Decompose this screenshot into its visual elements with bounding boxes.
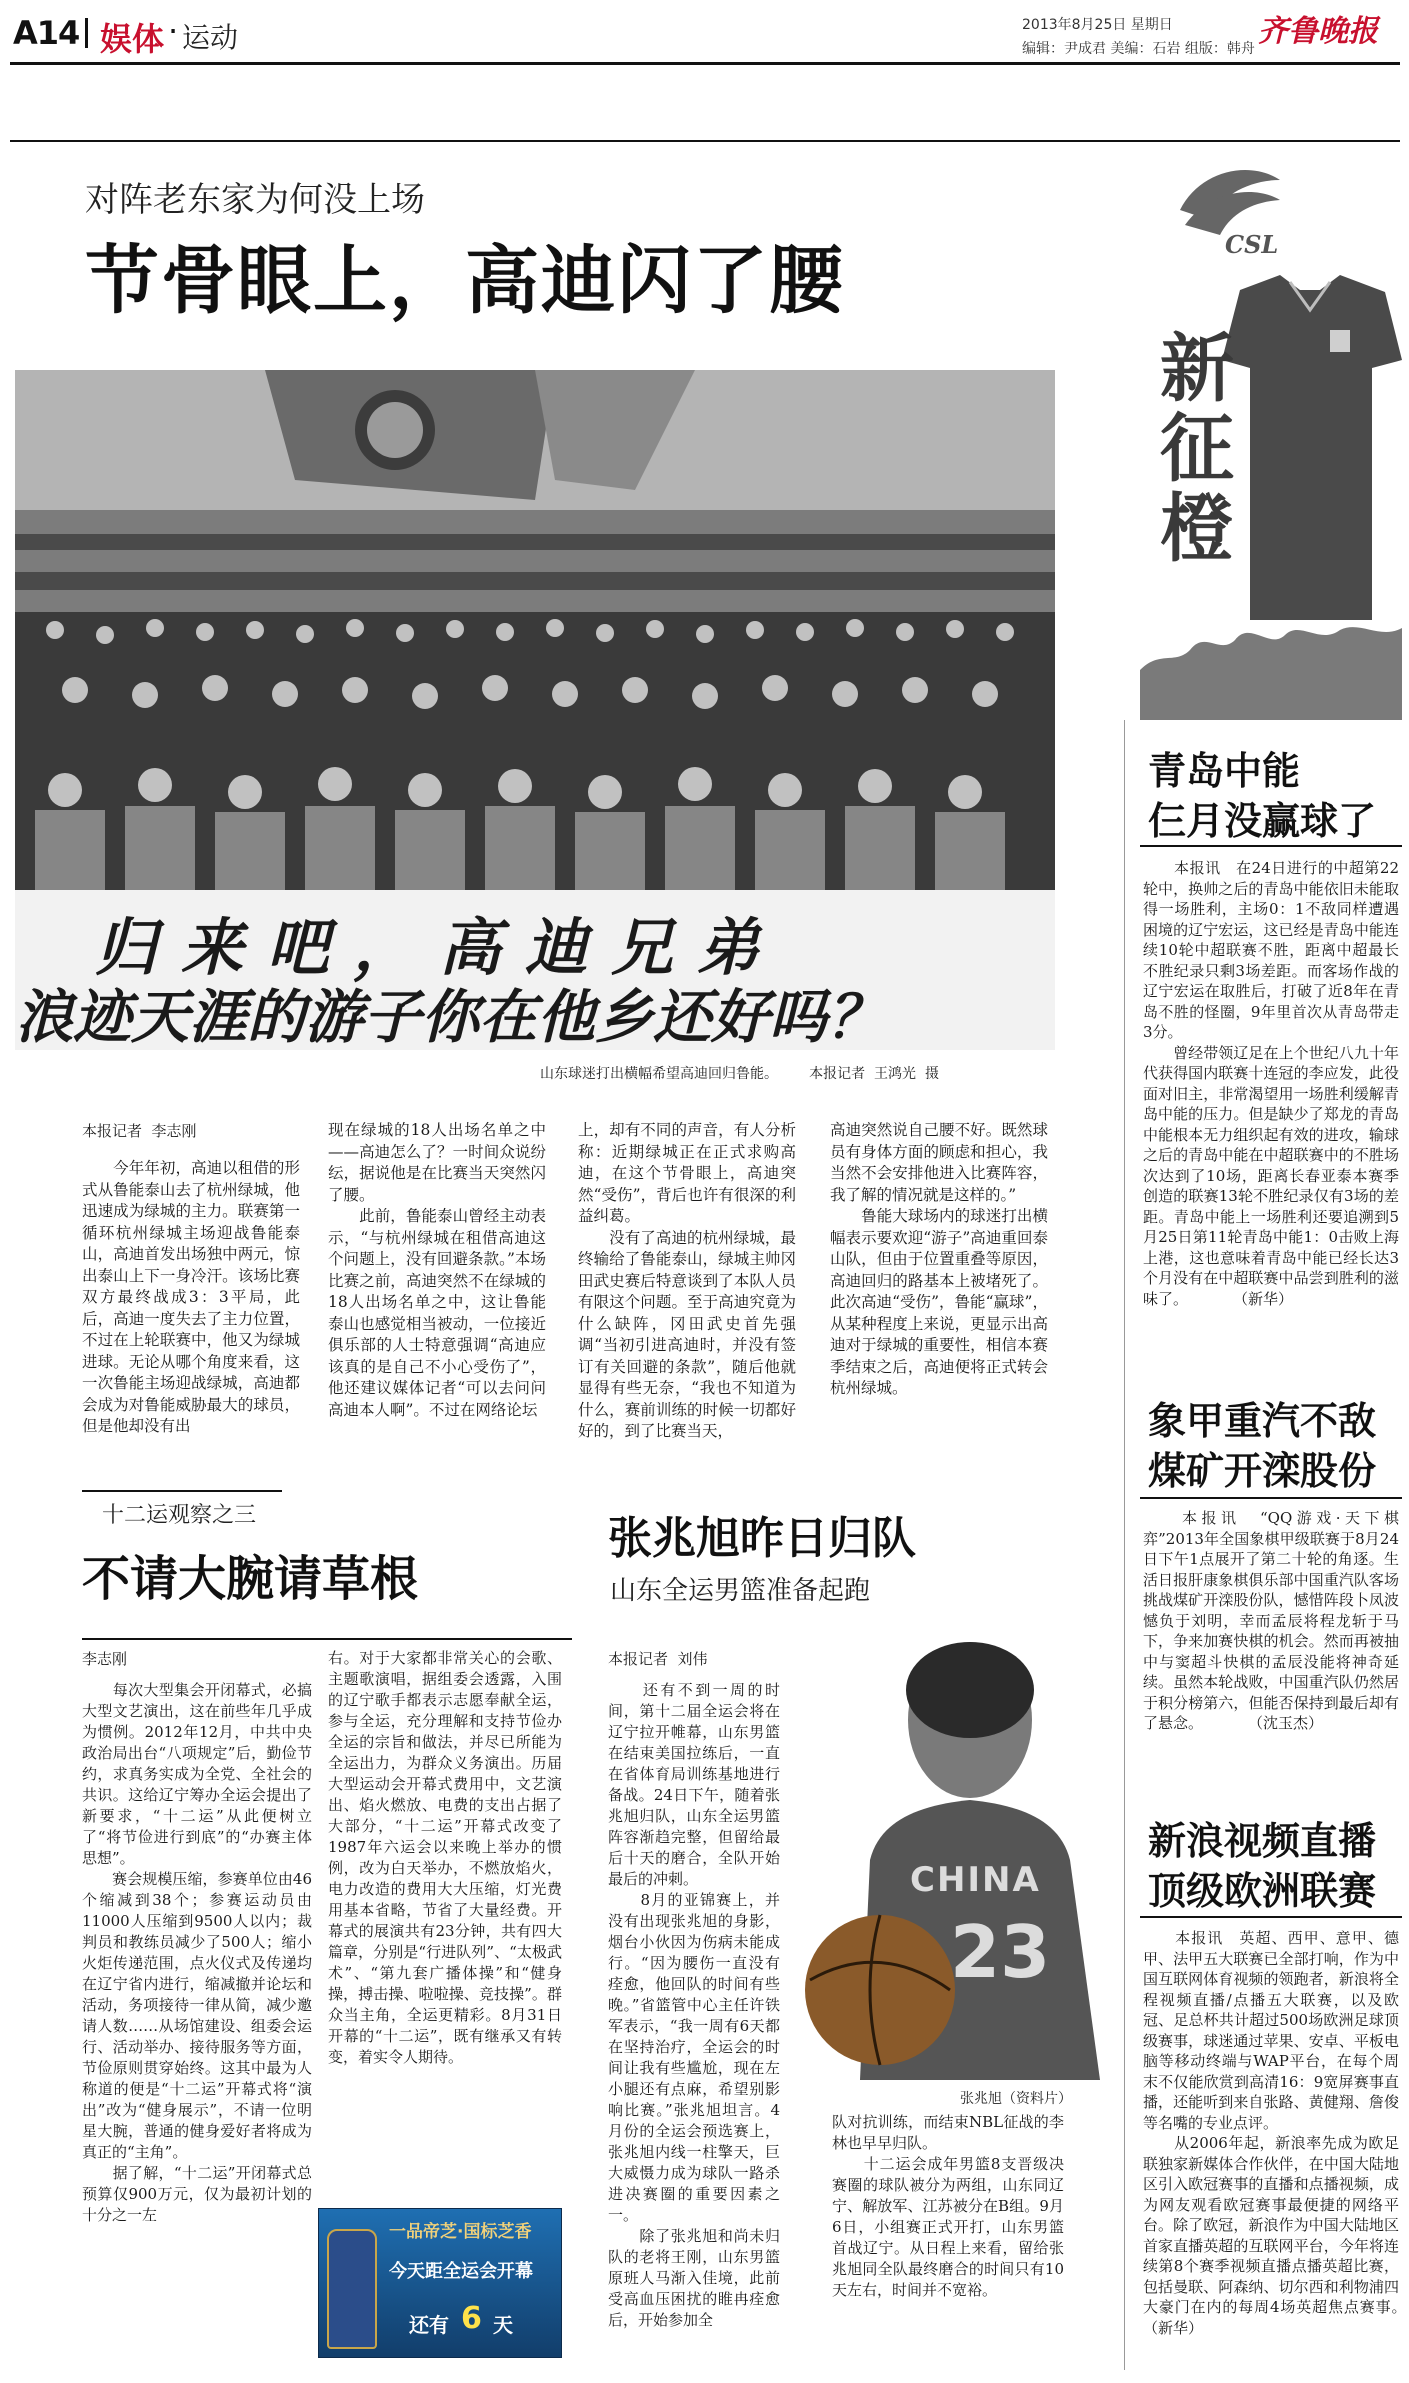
main-column-3: 上，却有不同的声音，有人分析称：近期绿城正在正式求购高迪，在这个节骨眼上，高迪突然“受伤”，背后也许有很深的利益纠葛。 没有了高迪的杭州绿城，最终输给了鲁能泰山，绿城主帅冈田武史赛后特意谈到了本队人员有限这个问题。至于高迪究竟为什么缺阵，冈田武史首先强调“当初引进高迪时，并没有签订有关回避的条款”，随后他就显得有些无奈，“我也不知道为什么，赛前训练的时候一切都好好的，到了比赛当天， <box>578 1121 796 1440</box>
shiyun-column-2: 右。对于大家都非常关心的会歌、主题歌演唱，据组委会透露，入围的辽宁歌手都表示志愿奉献全运，参与全运，充分理解和支持节俭办全运的宗旨和做法，并尽已所能为全运出力，为群众义务演出。历届大型运动会开幕式费用中，文艺演出、焰火燃放、电费的支出占据了大部分，“十二运”开幕式改变了1987年六运会以来晚上举办的惯例，改为白天举办，不燃放焰火，电力改造的费用大大压缩，灯光费用基本省略，节省了大量经费。开幕式的展演共有23分钟，共有四大篇章，分别是“行进队列”、“太极武术”、“第九套广播体操”和“健身操，搏击操、啦啦操、竞技操”。群众当主角，全运更精彩。8月31日开幕的“十二运”，既有继承又有转变，着实令人期待。 <box>328 1649 562 2066</box>
main-kicker: 对阵老东家为何没上场 <box>85 180 425 220</box>
jersey-text: CHINA <box>910 1860 1041 1900</box>
shiyun-column-1: 每次大型集会开闭幕式，必搞大型文艺演出，这在前些年几乎成为惯例。2012年12月，中共中央政治局出台“八项规定”后，勤俭节约，求真务实成为全党、全社会的共识。这给辽宁筹办全运会提出了新要求，“十二运”从此便树立了“将节俭进行到底”的“办赛主体思想”。 赛会规模压缩，参赛单位由46个缩减到38个；参赛运动员由11000人压缩到9500人以内；裁判员和教练员减少了500人；缩小火炬传递范围，点火仪式及传递均在辽宁省内进行，缩减撤并论坛和活动，务项接待一律从简，减少邀请人数……从场馆建设、组委会运行、活动举办、接待服务等方面，节俭原则贯穿始终。这其中最为人称道的便是“十二运”开幕式将“演出”改为“健身展示”，不请一位明星大腕，普通的健身爱好者将成为真正的“主角”。 据了解，“十二运”开闭幕式总预算仅900万元，仅为最初计划的十分之一左 <box>82 1681 312 2224</box>
ad-suffix: 天 <box>493 2313 513 2337</box>
zhang-byline: 本报记者 刘伟 <box>608 1650 708 1668</box>
qingdao-body: 本报讯 在24日进行的中超第22轮中，换帅之后的青岛中能依旧未能取得一场胜利，主场0：1不敌同样遭遇困境的辽宁宏运，这已经是青岛中能连续10轮中超联赛不胜，距离中超最长不胜纪录只剩3场差距。而客场作战的辽宁宏运在取胜后，打破了近8年在青岛不胜的怪圈，9年里首次从青岛带走3分。 曾经带领辽足在上个世纪八九十年代获得国内联赛十连冠的李应发，此役面对旧主，非常渴望用一场胜利缓解青岛中能的压力。但是缺少了郑龙的青岛中能根本无力组织起有效的进攻，输球之后的青岛中能在中超联赛中的不胜场次达到了10场，距离长春亚泰本赛季创造的联赛13轮不胜纪录仅有3场的差距。青岛中能上一场胜利还要追溯到5月25日第11轮青岛中能1：0击败上海上港，这也意味着青岛中能已经长达3个月没有在中超联赛中品尝到胜利的滋味了。 （新华） <box>1143 859 1399 1308</box>
main-column-4: 高迪突然说自己腰不好。既然球员有身体方面的顾虑和担心，我当然不会安排他进入比赛阵容，我了解的情况就是这样的。” 鲁能大球场内的球迷打出横幅表示要欢迎“游子”高迪重回泰山队，但由于位置重叠等原因，高迪回归的路基本上被堵死了。此次高迪“受伤”，鲁能“赢球”，从某种程度上来说，更显示出高迪对于绿城的重要性，相信本赛季结束之后，高迪便将正式转会杭州绿城。 <box>830 1121 1048 1397</box>
csl-title-char-3: 橙 <box>1160 486 1234 572</box>
subsection-name: 运动 <box>182 21 239 54</box>
column-divider <box>1124 720 1125 2370</box>
staff-line: 编辑：尹成君 美编：石岩 组版：韩舟 <box>1022 41 1255 57</box>
jersey-shape <box>1222 275 1402 620</box>
ad-days: 6 <box>461 2301 482 2336</box>
csl-title-char-2: 征 <box>1160 406 1234 492</box>
shiyun-headline: 不请大腕请草根 <box>82 1551 419 1607</box>
shiyun-rule <box>82 1638 572 1640</box>
jersey-number: 23 <box>950 1910 1051 1994</box>
masthead-rule <box>10 62 1400 65</box>
banner-line-1: 归来吧，高迪兄弟 <box>95 911 784 984</box>
countdown-ad <box>318 2208 562 2358</box>
sina-headline-1: 新浪视频直播 <box>1148 1819 1377 1863</box>
zhang-column-1: 还有不到一周的时间，第十二届全运会将在辽宁拉开帷幕，山东男篮在结束美国拉练后，一直在省体育局训练基地进行备战。24日下午，随着张兆旭归队，山东全运男篮阵容渐趋完整，但留给最后十天的磨合，全队开始最后的冲刺。 8月的亚锦赛上，并没有出现张兆旭的身影，烟台小伙因为伤病未能成行。“因为腰伤一直没有痊愈，他回队的时间有些晚。”省篮管中心主任许铁军表示，“我一周有6天都在坚持治疗，全运会的时间让我有些尴尬，现在左小腿还有点麻，希望别影响比赛。”张兆旭坦言。4月份的全运会预选赛上，张兆旭内线一柱擎天，巨大威慑力成为球队一路杀进决赛圈的重要因素之一。 除了张兆旭和尚未归队的老将王刚，山东男篮原班人马渐入佳境，此前受高血压困扰的睢冉痊愈后，开始参加全 <box>608 1681 780 2329</box>
date-line: 2013年8月25日 星期日 <box>1022 17 1173 33</box>
qingdao-rule <box>1140 845 1402 847</box>
xiangjia-rule <box>1140 1497 1402 1499</box>
player-caption: 张兆旭（资料片） <box>960 2091 1072 2107</box>
section-dot: · <box>168 12 179 50</box>
ad-line-1: 一品帝芝·国标芝香 <box>389 2222 532 2242</box>
main-headline: 节骨眼上，高迪闪了腰 <box>85 238 845 324</box>
csl-logo-text: CSL <box>1225 230 1279 259</box>
main-byline: 本报记者 李志刚 <box>82 1122 197 1140</box>
zhang-headline: 张兆旭昨日归队 <box>608 1513 916 1564</box>
page-number: A14 <box>13 14 80 52</box>
masthead <box>0 0 1409 62</box>
stadium-photo <box>15 370 1055 1050</box>
qingdao-headline-1: 青岛中能 <box>1148 749 1301 793</box>
csl-logo-mark <box>1180 170 1280 235</box>
shiyun-byline: 李志刚 <box>82 1650 128 1668</box>
main-column-1: 今年年初，高迪以租借的形式从鲁能泰山去了杭州绿城，他迅速成为绿城的主力。联赛第一循环杭州绿城主场迎战鲁能泰山，高迪首发出场独中两元，惊出泰山上下一身冷汗。该场比赛双方最终战成3：3平局，此后，高迪一度失去了主力位置，不过在上轮联赛中，他又为绿城进球。无论从哪个角度来看，这一次鲁能主场迎战绿城，高迪都会成为对鲁能威胁最大的球员，但是他却没有出 <box>82 1159 300 1435</box>
xiangjia-body: 本报讯 “QQ游戏·天下棋弈”2013年全国象棋甲级联赛于8月24日下午1点展开了第二十轮的角逐。生活日报肝康象棋俱乐部中国重汽队客场挑战煤矿开滦股份队，憾惜阵段卜凤波憾负于刘明，幸而孟辰将程龙斩于马下，争来加赛快棋的机会。然而再被抽中与窦超斗快棋的孟辰没能将神奇延续。虽然本轮战败，中国重汽队仍然居于积分榜第六，但能否保持到最后却有了悬念。 （沈玉杰） <box>1143 1509 1399 1732</box>
ad-line-2: 今天距全运会开幕 <box>389 2261 533 2282</box>
photo-caption: 山东球迷打出横幅希望高迪回归鲁能。 本报记者 王鸿光 摄 <box>540 1066 939 1082</box>
section-name: 娱体 <box>100 20 165 58</box>
zhang-subheadline: 山东全运男篮准备起跑 <box>610 1576 871 1606</box>
banner-line-2: 浪迹天涯的游子你在他乡还好吗？ <box>15 983 886 1050</box>
xiangjia-headline-1: 象甲重汽不敌 <box>1148 1399 1377 1443</box>
shiyun-series-box <box>82 1490 282 1526</box>
player-photo-art <box>770 1610 1110 2080</box>
sina-rule <box>1140 1916 1402 1918</box>
csl-title-char-1: 新 <box>1160 326 1234 412</box>
xiangjia-headline-2: 煤矿开滦股份 <box>1148 1449 1377 1493</box>
ad-bottle <box>327 2229 377 2349</box>
shiyun-series-label: 十二运观察之三 <box>102 1503 257 1528</box>
main-column-2: 现在绿城的18人出场名单之中——高迪怎么了？一时间众说纷纭，据说他是在比赛当天突然闪了腰。 此前，鲁能泰山曾经主动表示，“与杭州绿城在租借高迪这个问题上，没有回避条款。”本场比赛之前，高迪突然不在绿城的18人出场名单之中，这让鲁能泰山也感觉相当被动，一位接近俱乐部的人士特意强调“高迪应该真的是自己不小心受伤了”，他还建议媒体记者“可以去问问高迪本人啊”。不过在网络论坛 <box>328 1121 546 1419</box>
sina-body: 本报讯 英超、西甲、意甲、德甲、法甲五大联赛已全部打响，作为中国互联网体育视频的领跑者，新浪将全程视频直播/点播五大联赛，以及欧冠、足总杯共计超过500场欧洲足球顶级赛事，球迷通过苹果、安卓、平板电脑等移动终端与WAP平台，在每个周末不仅能欣赏到高清16：9宽屏赛事直播，还能听到来自张路、黄健翔、詹俊等名嘴的专业点评。 从2006年起，新浪率先成为欧足联独家新媒体合作伙伴，在中国大陆地区引入欧冠赛事的直播和点播视频，成为网友观看欧冠赛事最便捷的网络平台。除了欧冠，新浪作为中国大陆地区首家直播英超的互联网平台，今年将连续第8个赛季视频直播点播英超比赛，包括曼联、阿森纳、切尔西和利物浦四大豪门在内的每周4场英超焦点赛事。 （新华） <box>1143 1929 1399 2337</box>
ad-prefix: 还有 <box>409 2313 449 2337</box>
csl-panel <box>1140 150 1402 720</box>
player-photo <box>770 1610 1110 2080</box>
qingdao-headline-2: 仨月没赢球了 <box>1148 799 1377 843</box>
ad-countdown <box>409 2301 539 2341</box>
main-top-rule <box>10 140 1400 142</box>
zhang-column-2: 队对抗训练，而结束NBL征战的李林也早早归队。 十二运会成年男篮8支晋级决赛圈的球队被分为两组，山东同辽宁、解放军、江苏被分在B组。9月6日，小组赛正式开打，山东男篮首战辽宁。从日程上来看，留给张兆旭同全队最终磨合的时间只有10天左右，时间并不宽裕。 <box>832 2113 1064 2299</box>
paper-logo: 齐鲁晚报 <box>1258 14 1378 49</box>
sina-headline-2: 顶级欧洲联赛 <box>1148 1869 1377 1913</box>
masthead-divider <box>85 18 88 48</box>
